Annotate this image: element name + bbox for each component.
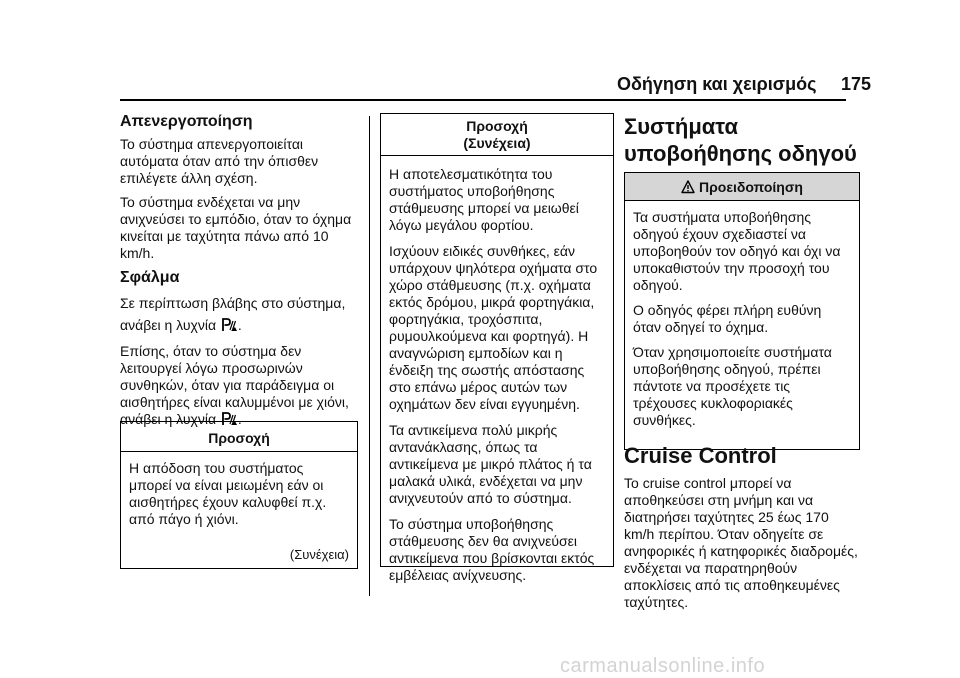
header-rule bbox=[120, 99, 846, 101]
page-number: 175 bbox=[841, 74, 872, 94]
continued-note: (Συνέχεια) bbox=[289, 547, 349, 562]
watermark: carmanualsonline.info bbox=[560, 655, 766, 677]
fault-paragraph-1: Σε περίπτωση βλάβης στο σύστημα, ανάβει η λυχνία . bbox=[120, 295, 346, 333]
caution-heading: Προσοχή bbox=[121, 422, 357, 452]
warning-header bbox=[625, 173, 859, 201]
caution-continued-subheading: (Συνέχεια) bbox=[463, 135, 531, 151]
caution-paragraph-2: Ισχύουν ειδικές συνθήκες, εάν υπάρχουν ψηλότερα οχήματα στο χώρο στάθμευσης (π.χ. οχήματα εκτός δρόμου, μικρά φορτηγάκια, φορτηγάκια, τροχόσπιτα, ρυμουλκούμενα και φορτηγά). Η αναγνώριση εμποδίων και η ένδειξη της σωστής απόστασης στο επάνω μέρος αυτών των οχημάτων δεν είναι εγγυημένη. bbox=[389, 243, 598, 412]
warning-box bbox=[624, 172, 860, 450]
cruise-control-section bbox=[624, 442, 874, 611]
deactivation-paragraph-2: Το σύστημα ενδέχεται να μην ανιχνεύσει το εμπόδιο, όταν το όχημα κινείται με ταχύτητα πάνω από 10 km/h. bbox=[120, 194, 352, 261]
cruise-control-text: Το cruise control μπορεί να αποθηκεύσει στη μνήμη και να διατηρήσει ταχύτητες 25 έως 170 km/h περίπου. Όταν οδηγείτε σε ανηφορικές ή κατηφορικές διαδρομές, ενδέχεται να παρατηρηθούν αποκλίσεις από τις αποθηκευμένες ταχύτητες. bbox=[624, 475, 858, 610]
fault-paragraph-2-text: Επίσης, όταν το σύστημα δεν λειτουργεί λόγω προσωρινών συνθηκών, όταν για παράδειγμα οι αισθητήρες είναι καλυμμένοι με χιόνι, ανάβει η λυχνία bbox=[120, 343, 349, 427]
column-left bbox=[120, 113, 358, 435]
warning-body bbox=[625, 201, 859, 429]
fault-paragraph-2: Επίσης, όταν το σύστημα δεν λειτουργεί λόγω προσωρινών συνθηκών, όταν για παράδειγμα οι αισθητήρες είναι καλυμμένοι με χιόνι, ανάβει η λυχνία . bbox=[120, 343, 349, 427]
deactivation-paragraph-1: Το σύστημα απενεργοποιείται αυτόματα όταν από την όπισθεν επιλέγετε άλλη σχέση. bbox=[120, 136, 319, 186]
caution-box bbox=[120, 421, 358, 569]
fault-heading: Σφάλμα bbox=[120, 269, 180, 286]
caution-continued-header bbox=[381, 114, 613, 156]
caution-paragraph-4: Το σύστημα υποβοήθησης στάθμευσης δεν θα ανιχνεύσει αντικείμενα που βρίσκονται εκτός εμβέλειας ανίχνευσης. bbox=[389, 516, 595, 583]
header-title: Οδήγηση και χειρισμός bbox=[617, 74, 817, 94]
caution-paragraph-1: Η αποτελεσματικότητα του συστήματος υποβοήθησης στάθμευσης μπορεί να μειωθεί λόγω μεγάλου φορτίου. bbox=[389, 166, 579, 233]
caution-continued-box bbox=[380, 113, 614, 583]
park-assist-lamp-icon bbox=[222, 318, 238, 332]
fault-paragraph-1-text: Σε περίπτωση βλάβης στο σύστημα, ανάβει η λυχνία bbox=[120, 295, 346, 333]
column-right bbox=[624, 113, 860, 167]
warning-paragraph-2: Ο οδηγός φέρει πλήρη ευθύνη όταν οδηγεί το όχημα. bbox=[633, 302, 822, 335]
warning-heading: Προειδοποίηση bbox=[699, 178, 803, 195]
warning-triangle-icon bbox=[681, 180, 695, 194]
deactivation-heading: Απενεργοποίηση bbox=[120, 113, 253, 130]
section-title-line-2: υποβοήθησης οδηγού bbox=[624, 141, 857, 166]
column-divider bbox=[369, 116, 370, 596]
caution-continued-heading: Προσοχή bbox=[466, 118, 528, 134]
caution-text: Η απόδοση του συστήματος μπορεί να είναι μειωμένη εάν οι αισθητήρες έχουν καλυφθεί π.χ. από πάγο ή χιόνι. bbox=[129, 460, 327, 527]
caution-paragraph-3: Τα αντικείμενα πολύ μικρής αντανάκλασης, όπως τα αντικείμενα με μικρό πλάτος ή τα μαλακά υλικά, ενδέχεται να μην ανιχνευτούν από το σύστημα. bbox=[389, 422, 592, 506]
cruise-control-title: Cruise Control bbox=[624, 443, 777, 468]
section-title-line-1: Συστήματα bbox=[624, 114, 739, 139]
warning-paragraph-1: Τα συστήματα υποβοήθησης οδηγού έχουν σχεδιαστεί να υποβοηθούν τον οδηγό και όχι να υποκαθιστούν την προσοχή του οδηγού. bbox=[633, 209, 841, 293]
warning-paragraph-3: Όταν χρησιμοποιείτε συστήματα υποβοήθησης οδηγού, πρέπει πάντοτε να προσέχετε τις τρέχουσες κυκλοφοριακές συνθήκες. bbox=[633, 344, 832, 428]
caution-continued-body bbox=[381, 156, 613, 584]
